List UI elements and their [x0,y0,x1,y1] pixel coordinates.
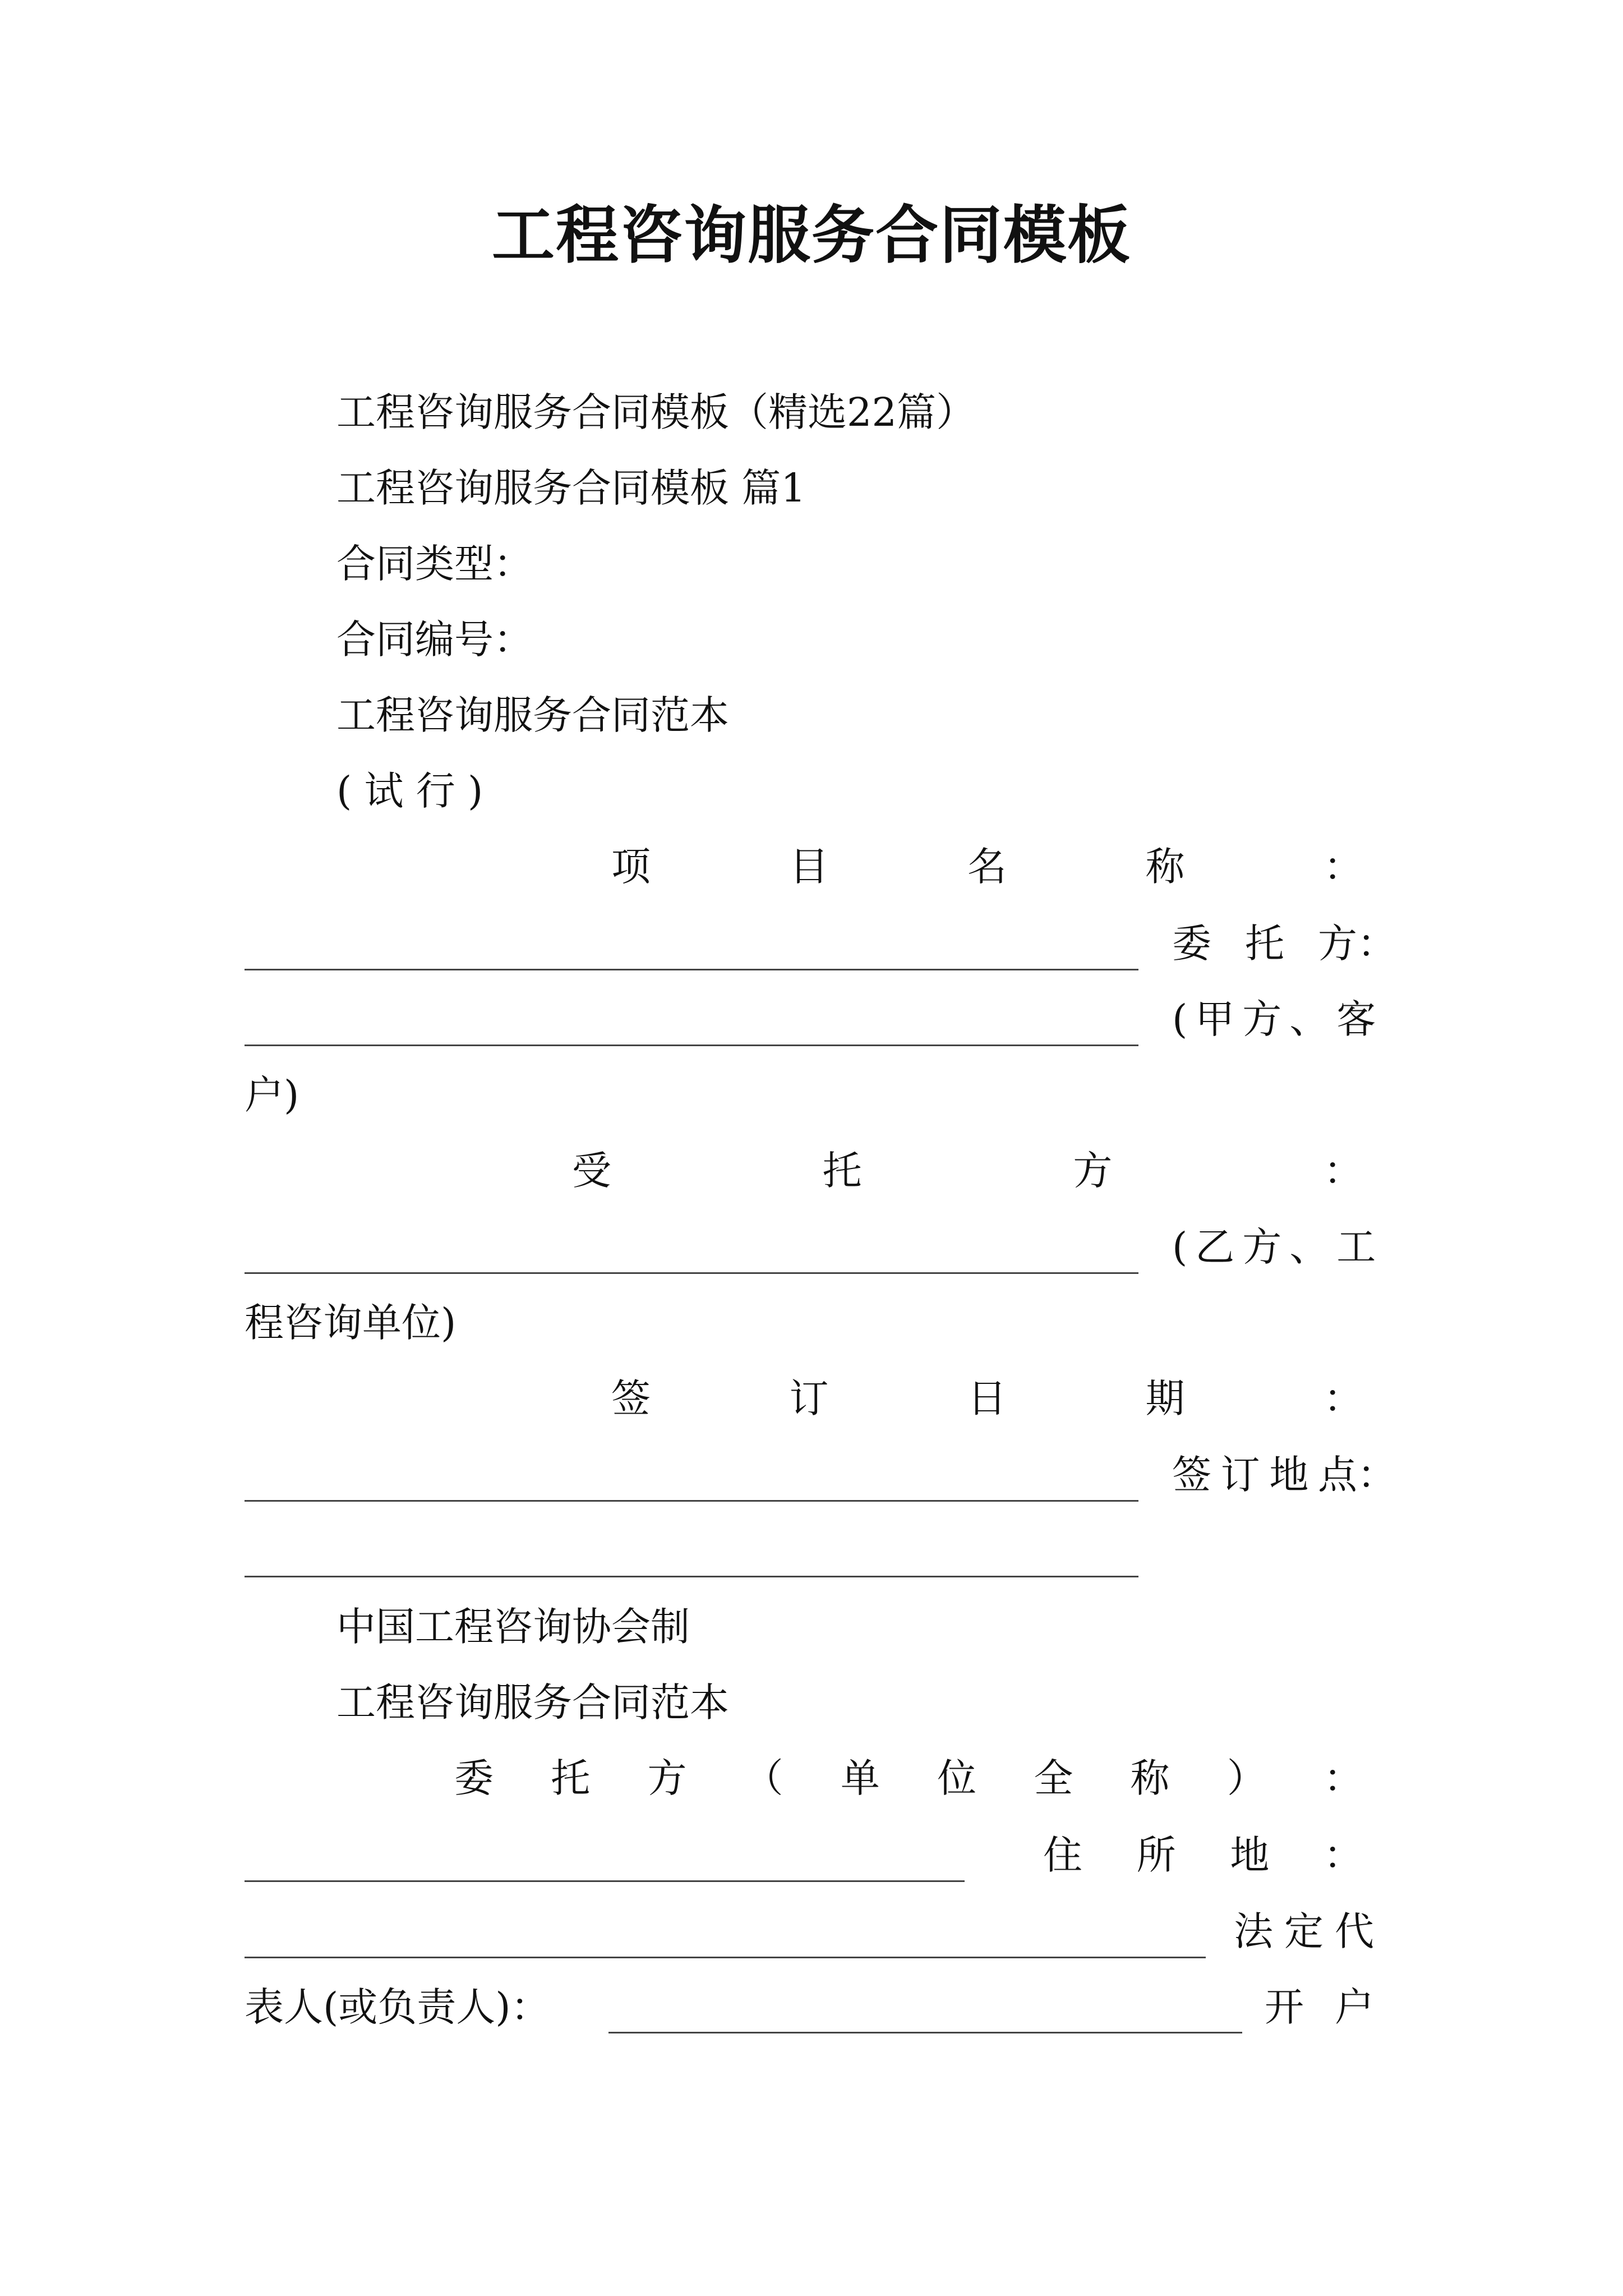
legal-rep-label: 法 定 代 [1234,1908,1374,1954]
consultant-label: 受 托 方 ： [572,1148,1363,1194]
address-blank [245,1957,1206,1958]
contract-number-label: 合同编号： [336,616,533,662]
consultant-blank [245,1272,1138,1274]
client-blank [245,1045,1138,1046]
sign-place-blank [245,1576,1138,1577]
bank-account-label: 开 户 [1265,1984,1374,2030]
legal-rep-blank [608,2032,1242,2033]
body-heading: 工程咨询服务合同范本 [336,1680,729,1726]
sign-date-label: 签 订 日 期 ： [611,1375,1363,1421]
collection-heading: 工程咨询服务合同模板（精选22篇） [336,389,976,435]
trial-note: ( 试 行 ) [336,768,483,814]
section-heading: 工程咨询服务合同模板 篇1 [336,465,806,511]
client-note-continued: 户) [245,1072,299,1118]
issuer-note: 中国工程咨询协会制 [336,1604,690,1650]
consultant-note: (乙方、工 [1172,1224,1384,1270]
legal-rep-label-continued: 表人(或负责人)： [245,1984,550,2030]
client-label: 委 托 方： [1172,921,1396,967]
sign-date-blank [245,1500,1138,1502]
contract-type-label: 合同类型： [336,541,533,587]
address-label: 住 所 地 ： [1043,1832,1363,1878]
client-full-name-blank [245,1880,965,1882]
consultant-note-continued: 程咨询单位) [245,1300,457,1346]
project-name-label: 项 目 名 称 ： [611,844,1363,890]
client-note: (甲方、客 [1172,996,1384,1042]
project-name-blank [245,969,1138,970]
sign-place-label: 签 订 地 点： [1172,1452,1396,1498]
model-contract-name: 工程咨询服务合同范本 [336,692,729,738]
client-full-name-label: 委 托 方 （ 单 位 全 称 ） ： [454,1755,1363,1801]
document-title: 工程咨询服务合同模板 [492,199,1131,272]
